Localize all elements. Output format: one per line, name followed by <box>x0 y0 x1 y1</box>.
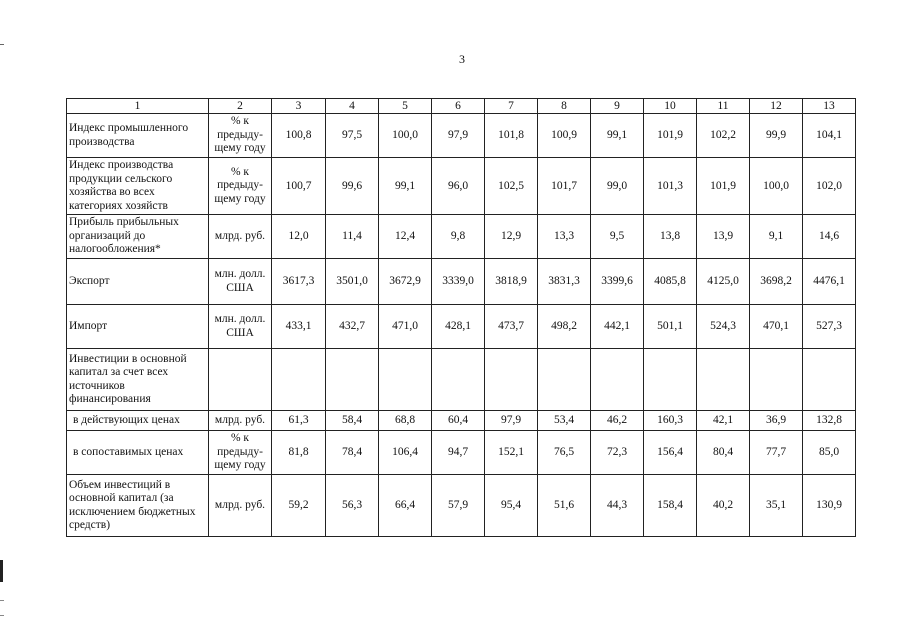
value-cell: 442,1 <box>591 305 644 349</box>
value-cell <box>538 349 591 411</box>
value-cell: 4476,1 <box>803 259 856 305</box>
unit-cell: млрд. руб. <box>209 215 272 259</box>
value-cell: 3399,6 <box>591 259 644 305</box>
header-cell: 11 <box>697 99 750 114</box>
value-cell: 60,4 <box>432 411 485 431</box>
value-cell: 85,0 <box>803 431 856 475</box>
value-cell <box>750 349 803 411</box>
value-cell: 471,0 <box>379 305 432 349</box>
value-cell <box>485 349 538 411</box>
value-cell: 501,1 <box>644 305 697 349</box>
value-cell: 13,8 <box>644 215 697 259</box>
table-row <box>67 259 856 305</box>
header-row <box>67 99 856 114</box>
value-cell: 100,0 <box>750 158 803 215</box>
unit-cell: млн. долл. США <box>209 259 272 305</box>
value-cell: 3818,9 <box>485 259 538 305</box>
header-cell: 4 <box>326 99 379 114</box>
value-cell: 99,1 <box>591 114 644 158</box>
header-cell: 2 <box>209 99 272 114</box>
value-cell: 56,3 <box>326 475 379 537</box>
value-cell: 61,3 <box>272 411 326 431</box>
value-cell <box>644 349 697 411</box>
table-row <box>67 114 856 158</box>
value-cell: 101,9 <box>697 158 750 215</box>
table-row <box>67 215 856 259</box>
value-cell: 527,3 <box>803 305 856 349</box>
indicator-cell: Импорт <box>67 305 209 349</box>
value-cell: 12,4 <box>379 215 432 259</box>
value-cell: 100,9 <box>538 114 591 158</box>
scan-edge-mark <box>0 560 3 582</box>
scan-edge-mark <box>0 600 4 601</box>
table-row <box>67 305 856 349</box>
value-cell: 97,5 <box>326 114 379 158</box>
value-cell <box>697 349 750 411</box>
value-cell: 101,8 <box>485 114 538 158</box>
value-cell <box>432 349 485 411</box>
value-cell: 40,2 <box>697 475 750 537</box>
value-cell: 11,4 <box>326 215 379 259</box>
value-cell: 9,5 <box>591 215 644 259</box>
unit-cell: млн. долл. США <box>209 305 272 349</box>
value-cell: 433,1 <box>272 305 326 349</box>
unit-cell <box>209 349 272 411</box>
indicator-cell: Объем инвестиций в основной капитал (за исключением бюджетных средств) <box>67 475 209 537</box>
value-cell: 80,4 <box>697 431 750 475</box>
value-cell: 156,4 <box>644 431 697 475</box>
value-cell: 9,8 <box>432 215 485 259</box>
indicator-cell: Индекс промышленного производства <box>67 114 209 158</box>
value-cell: 59,2 <box>272 475 326 537</box>
value-cell: 36,9 <box>750 411 803 431</box>
unit-cell: млрд. руб. <box>209 411 272 431</box>
value-cell: 104,1 <box>803 114 856 158</box>
value-cell: 498,2 <box>538 305 591 349</box>
value-cell: 99,0 <box>591 158 644 215</box>
value-cell: 3698,2 <box>750 259 803 305</box>
value-cell: 44,3 <box>591 475 644 537</box>
header-cell: 13 <box>803 99 856 114</box>
table-row <box>67 475 856 537</box>
header-cell: 5 <box>379 99 432 114</box>
indicator-cell: Индекс производства продукции сельского хозяйства во всех категориях хозяйств <box>67 158 209 215</box>
value-cell: 99,9 <box>750 114 803 158</box>
header-cell: 12 <box>750 99 803 114</box>
value-cell: 13,3 <box>538 215 591 259</box>
value-cell: 100,0 <box>379 114 432 158</box>
value-cell: 101,3 <box>644 158 697 215</box>
value-cell: 3617,3 <box>272 259 326 305</box>
unit-cell: % к предыду-щему году <box>209 114 272 158</box>
header-cell: 7 <box>485 99 538 114</box>
value-cell: 3672,9 <box>379 259 432 305</box>
value-cell: 4125,0 <box>697 259 750 305</box>
table-row <box>67 431 856 475</box>
header-cell: 1 <box>67 99 209 114</box>
value-cell: 99,1 <box>379 158 432 215</box>
value-cell: 13,9 <box>697 215 750 259</box>
value-cell: 12,9 <box>485 215 538 259</box>
value-cell <box>379 349 432 411</box>
value-cell: 66,4 <box>379 475 432 537</box>
unit-cell: % к предыду-щему году <box>209 431 272 475</box>
value-cell: 77,7 <box>750 431 803 475</box>
value-cell: 42,1 <box>697 411 750 431</box>
header-cell: 6 <box>432 99 485 114</box>
value-cell: 97,9 <box>485 411 538 431</box>
table-row <box>67 349 856 411</box>
value-cell: 160,3 <box>644 411 697 431</box>
value-cell: 102,5 <box>485 158 538 215</box>
value-cell <box>803 349 856 411</box>
value-cell: 100,7 <box>272 158 326 215</box>
value-cell: 524,3 <box>697 305 750 349</box>
value-cell: 51,6 <box>538 475 591 537</box>
value-cell: 101,9 <box>644 114 697 158</box>
value-cell: 97,9 <box>432 114 485 158</box>
value-cell: 4085,8 <box>644 259 697 305</box>
value-cell: 12,0 <box>272 215 326 259</box>
value-cell: 102,2 <box>697 114 750 158</box>
value-cell: 3339,0 <box>432 259 485 305</box>
indicator-cell: Прибыль прибыльных организаций до налогообложения* <box>67 215 209 259</box>
value-cell: 428,1 <box>432 305 485 349</box>
value-cell: 58,4 <box>326 411 379 431</box>
scan-edge-mark <box>0 44 4 45</box>
indicator-cell: в сопоставимых ценах <box>67 431 209 475</box>
value-cell: 46,2 <box>591 411 644 431</box>
unit-cell: млрд. руб. <box>209 475 272 537</box>
economic-indicators-table <box>66 98 856 537</box>
value-cell: 130,9 <box>803 475 856 537</box>
indicator-cell: Инвестиции в основной капитал за счет всех источников финансирования <box>67 349 209 411</box>
value-cell: 94,7 <box>432 431 485 475</box>
table-row <box>67 158 856 215</box>
value-cell: 152,1 <box>485 431 538 475</box>
value-cell: 95,4 <box>485 475 538 537</box>
header-cell: 9 <box>591 99 644 114</box>
scan-edge-mark <box>0 615 4 616</box>
value-cell: 473,7 <box>485 305 538 349</box>
value-cell: 3501,0 <box>326 259 379 305</box>
indicator-cell: в действующих ценах <box>67 411 209 431</box>
value-cell: 132,8 <box>803 411 856 431</box>
value-cell <box>272 349 326 411</box>
value-cell: 68,8 <box>379 411 432 431</box>
value-cell: 3831,3 <box>538 259 591 305</box>
table-row <box>67 411 856 431</box>
value-cell: 100,8 <box>272 114 326 158</box>
value-cell <box>591 349 644 411</box>
value-cell: 101,7 <box>538 158 591 215</box>
value-cell: 99,6 <box>326 158 379 215</box>
indicator-cell: Экспорт <box>67 259 209 305</box>
value-cell: 158,4 <box>644 475 697 537</box>
value-cell: 72,3 <box>591 431 644 475</box>
value-cell: 14,6 <box>803 215 856 259</box>
value-cell: 96,0 <box>432 158 485 215</box>
value-cell: 78,4 <box>326 431 379 475</box>
value-cell: 53,4 <box>538 411 591 431</box>
value-cell <box>326 349 379 411</box>
value-cell: 106,4 <box>379 431 432 475</box>
value-cell: 102,0 <box>803 158 856 215</box>
value-cell: 76,5 <box>538 431 591 475</box>
value-cell: 432,7 <box>326 305 379 349</box>
value-cell: 470,1 <box>750 305 803 349</box>
value-cell: 9,1 <box>750 215 803 259</box>
value-cell: 35,1 <box>750 475 803 537</box>
unit-cell: % к предыду-щему году <box>209 158 272 215</box>
value-cell: 57,9 <box>432 475 485 537</box>
value-cell: 81,8 <box>272 431 326 475</box>
page-number: 3 <box>459 52 465 66</box>
header-cell: 8 <box>538 99 591 114</box>
header-cell: 10 <box>644 99 697 114</box>
header-cell: 3 <box>272 99 326 114</box>
